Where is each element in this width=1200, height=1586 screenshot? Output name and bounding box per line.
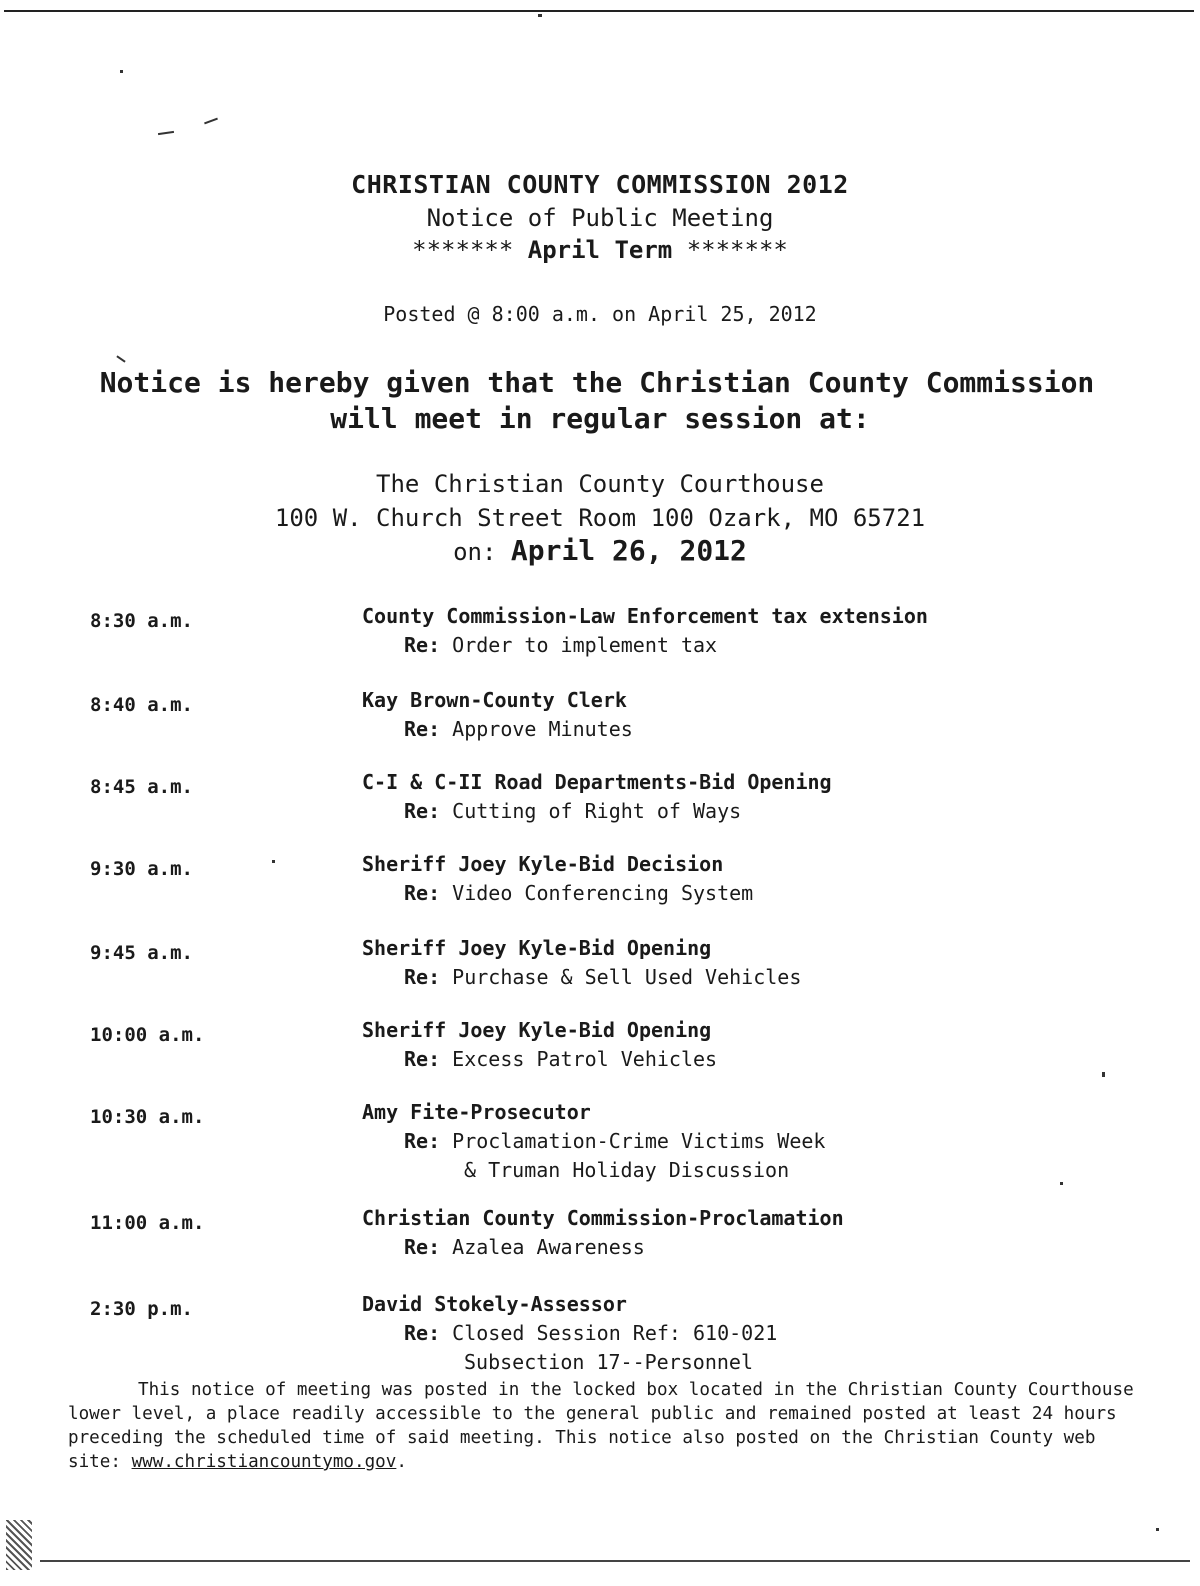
scan-speck	[1102, 1072, 1105, 1077]
re-label: Re:	[404, 799, 441, 823]
posting-notice-line: preceding the scheduled time of said meeting. This notice also posted on the Christian County web	[68, 1428, 1096, 1448]
scan-speck	[204, 118, 218, 125]
term-stars-right: *******	[686, 236, 788, 264]
scan-speck	[120, 70, 123, 73]
agenda-presenter: Sheriff Joey Kyle-Bid Opening	[362, 1018, 712, 1042]
term-line	[0, 236, 1200, 264]
agenda-subject-text: Azalea Awareness	[452, 1235, 645, 1259]
location-address: 100 W. Church Street Room 100 Ozark, MO 65721	[274, 504, 926, 532]
scan-speck	[272, 860, 275, 863]
re-label: Re:	[404, 633, 441, 657]
site-label: site:	[68, 1452, 132, 1472]
agenda-subject-continuation: & Truman Holiday Discussion	[464, 1158, 790, 1182]
agenda-presenter: County Commission-Law Enforcement tax extension	[362, 604, 928, 628]
agenda-subject-text: Approve Minutes	[452, 717, 633, 741]
website-link[interactable]: www.christiancountymo.gov	[131, 1452, 397, 1472]
agenda-time: 9:45 a.m.	[90, 942, 193, 964]
notice-line-2: will meet in regular session at:	[330, 402, 870, 435]
agenda-time: 10:30 a.m.	[90, 1106, 205, 1128]
agenda-subject	[404, 881, 753, 905]
agenda-time: 10:00 a.m.	[90, 1024, 205, 1046]
agenda-time: 8:45 a.m.	[90, 776, 193, 798]
agenda-subject-continuation: Subsection 17--Personnel	[464, 1350, 753, 1374]
document-title: CHRISTIAN COUNTY COMMISSION 2012	[351, 170, 849, 199]
re-label: Re:	[404, 1129, 441, 1153]
agenda-subject	[404, 965, 801, 989]
re-label: Re:	[404, 965, 441, 989]
posting-notice-line: lower level, a place readily accessible to the general public and remained posted at least 24 hours	[68, 1404, 1117, 1424]
posting-notice	[68, 1378, 1148, 1474]
agenda-subject	[404, 1321, 777, 1345]
agenda-presenter: Christian County Commission-Proclamation	[362, 1206, 844, 1230]
agenda-subject-text: Proclamation-Crime Victims Week	[452, 1129, 826, 1153]
agenda-subject-text: Video Conferencing System	[452, 881, 754, 905]
agenda-time: 8:30 a.m.	[90, 610, 193, 632]
agenda-subject-text: Purchase & Sell Used Vehicles	[452, 965, 802, 989]
scan-speck	[1060, 1182, 1063, 1185]
agenda-presenter: Amy Fite-Prosecutor	[362, 1100, 591, 1124]
agenda-subject	[404, 633, 717, 657]
agenda-time: 11:00 a.m.	[90, 1212, 205, 1234]
notice-line-1: Notice is hereby given that the Christian County Commission	[99, 366, 1095, 399]
posted-line: Posted @ 8:00 a.m. on April 25, 2012	[383, 302, 817, 326]
bottom-rule	[40, 1560, 1190, 1562]
posting-notice-line: This notice of meeting was posted in the locked box located in the Christian County Courthouse	[138, 1380, 1134, 1400]
document-subtitle: Notice of Public Meeting	[426, 204, 774, 232]
scan-speck	[116, 355, 125, 362]
agenda-subject-text: Cutting of Right of Ways	[452, 799, 742, 823]
re-label: Re:	[404, 717, 441, 741]
agenda-presenter: Kay Brown-County Clerk	[362, 688, 627, 712]
location-building: The Christian County Courthouse	[376, 470, 824, 498]
scan-speck	[538, 14, 542, 17]
agenda-time: 9:30 a.m.	[90, 858, 193, 880]
site-period: .	[396, 1452, 407, 1472]
agenda-time: 8:40 a.m.	[90, 694, 193, 716]
re-label: Re:	[404, 1321, 441, 1345]
agenda-time: 2:30 p.m.	[90, 1298, 193, 1320]
scan-speck	[158, 131, 174, 135]
agenda-subject	[404, 1129, 825, 1153]
scan-speck	[6, 1520, 32, 1570]
agenda-subject-text: Closed Session Ref: 610-021	[452, 1321, 778, 1345]
term-stars-left: *******	[412, 236, 514, 264]
re-label: Re:	[404, 1047, 441, 1071]
meeting-date-line	[0, 534, 1200, 567]
term-label: April Term	[527, 236, 673, 264]
agenda-presenter: Sheriff Joey Kyle-Bid Opening	[362, 936, 712, 960]
top-rule	[4, 10, 1194, 12]
agenda-subject-text: Excess Patrol Vehicles	[452, 1047, 718, 1071]
agenda-subject	[404, 1235, 645, 1259]
scan-speck	[1156, 1528, 1159, 1531]
on-label: on:	[453, 538, 497, 566]
re-label: Re:	[404, 881, 441, 905]
agenda-subject-text: Order to implement tax	[452, 633, 718, 657]
agenda-presenter: Sheriff Joey Kyle-Bid Decision	[362, 852, 724, 876]
agenda-presenter: C-I & C-II Road Departments-Bid Opening	[362, 770, 832, 794]
agenda-subject	[404, 717, 633, 741]
agenda-subject	[404, 799, 741, 823]
re-label: Re:	[404, 1235, 441, 1259]
meeting-date: April 26, 2012	[510, 534, 747, 567]
agenda-subject	[404, 1047, 717, 1071]
agenda-presenter: David Stokely-Assessor	[362, 1292, 627, 1316]
posting-notice-line	[68, 1450, 1148, 1474]
